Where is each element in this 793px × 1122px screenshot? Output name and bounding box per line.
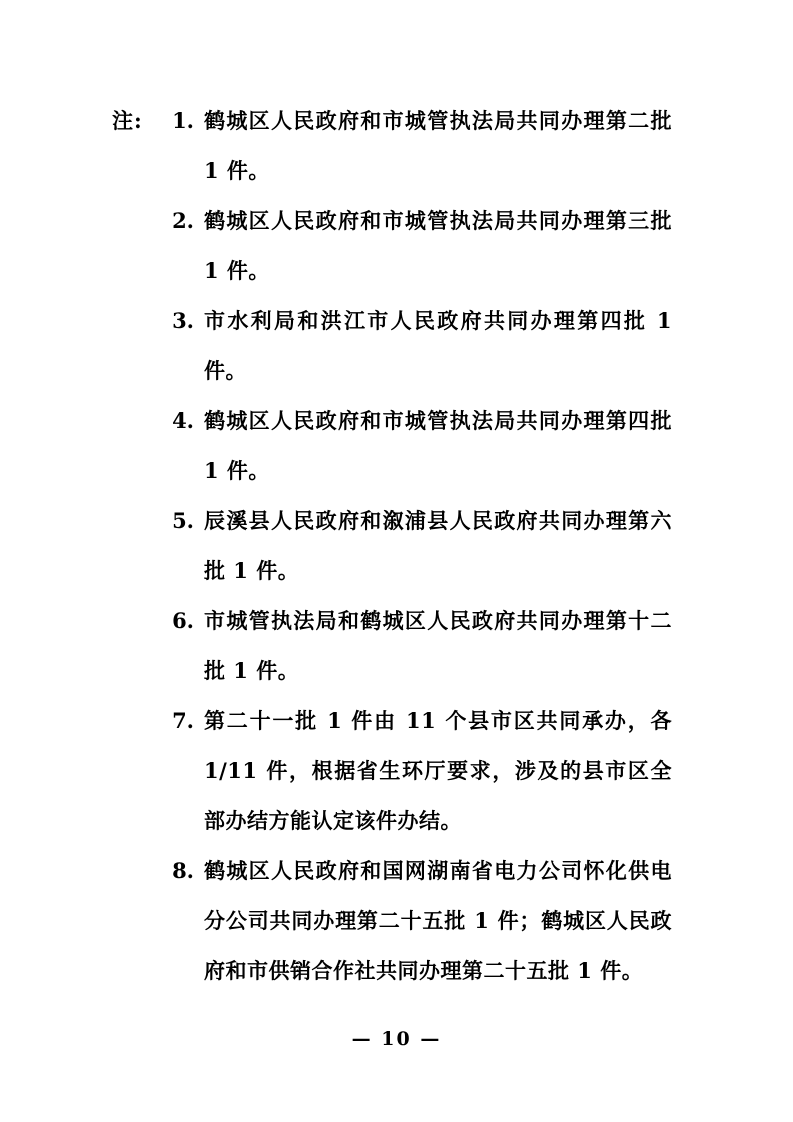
list-item-number: 4. bbox=[172, 408, 194, 433]
list-item-number: 2. bbox=[172, 208, 194, 233]
list-item-text: 鹤城区人民政府和市城管执法局共同办理第四批 1 件。 bbox=[204, 408, 672, 483]
list-item bbox=[168, 496, 672, 596]
list-item-text: 鹤城区人民政府和市城管执法局共同办理第三批 1 件。 bbox=[204, 208, 672, 283]
list-item-text: 鹤城区人民政府和国网湖南省电力公司怀化供电分公司共同办理第二十五批 1 件；鹤城区人民政府和市供销合作社共同办理第二十五批 1 件。 bbox=[204, 858, 672, 983]
list-item-number: 5. bbox=[172, 508, 194, 533]
list-item-text: 市水利局和洪江市人民政府共同办理第四批 1 件。 bbox=[204, 308, 672, 383]
list-item-number: 1. bbox=[172, 108, 194, 133]
list-item-text: 市城管执法局和鹤城区人民政府共同办理第十二批 1 件。 bbox=[204, 608, 672, 683]
list-item bbox=[168, 296, 672, 396]
list-item-number: 8. bbox=[172, 858, 194, 883]
list-item bbox=[168, 596, 672, 696]
list-item bbox=[168, 96, 672, 196]
list-item-number: 3. bbox=[172, 308, 194, 333]
note-list bbox=[168, 96, 672, 996]
note-block bbox=[112, 96, 672, 996]
list-item bbox=[168, 396, 672, 496]
list-item bbox=[168, 696, 672, 846]
list-item-text: 第二十一批 1 件由 11 个县市区共同承办，各 1/11 件，根据省生环厅要求，涉及的县市区全部办结方能认定该件办结。 bbox=[204, 708, 672, 833]
list-item-number: 7. bbox=[172, 708, 194, 733]
page-number: — 10 — bbox=[351, 1028, 442, 1050]
document-content bbox=[112, 96, 672, 996]
note-label: 注: bbox=[112, 108, 143, 133]
list-item-text: 鹤城区人民政府和市城管执法局共同办理第二批 1 件。 bbox=[204, 108, 672, 183]
list-item bbox=[168, 196, 672, 296]
list-item-number: 6. bbox=[172, 608, 194, 633]
list-item bbox=[168, 846, 672, 996]
list-item-text: 辰溪县人民政府和溆浦县人民政府共同办理第六批 1 件。 bbox=[204, 508, 672, 583]
